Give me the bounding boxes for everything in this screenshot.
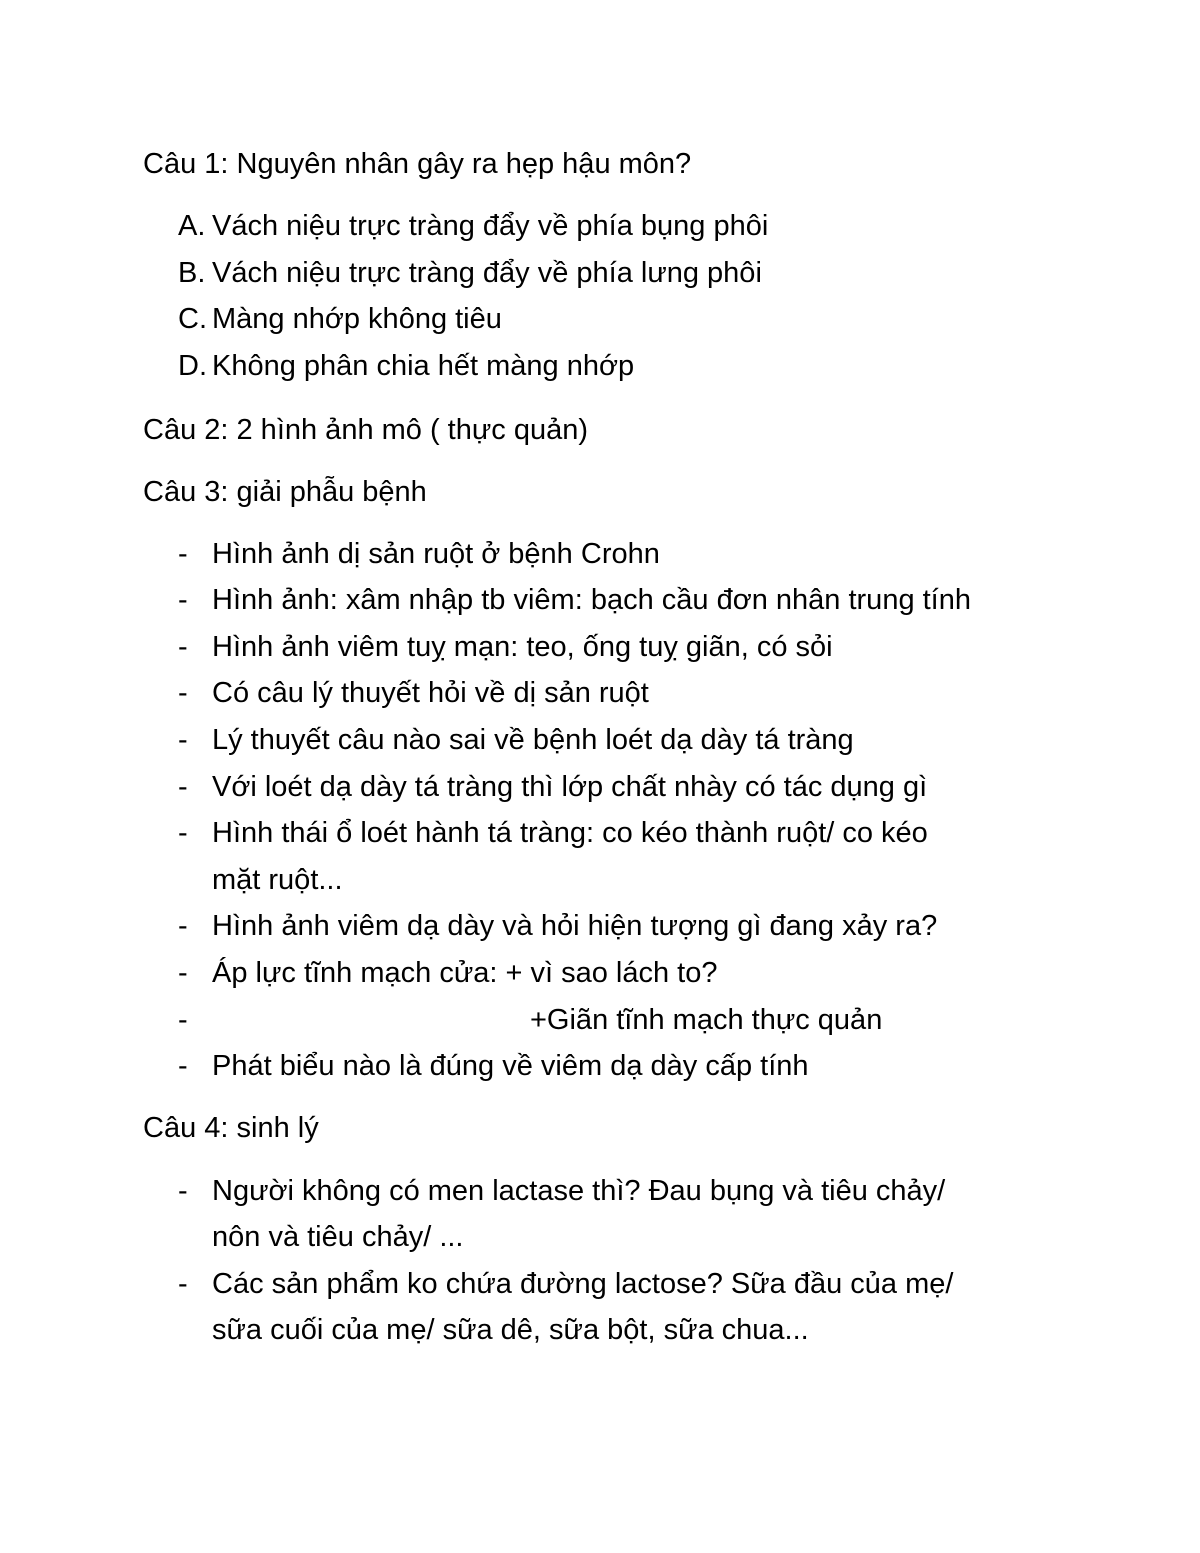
bullet-dash: - [178,1050,188,1082]
q1-option-a [178,208,768,244]
option-text: Không phân chia hết màng nhớp [212,350,635,382]
bullet-dash: - [178,1175,188,1207]
bullet-dash: - [178,771,188,803]
question-4-title: Câu 4: sinh lý [143,1112,319,1144]
q1-option-c [178,301,502,337]
option-letter: D. [178,350,207,382]
bullet-dash: - [178,1004,188,1036]
option-text: Vách niệu trực tràng đẩy về phía lưng phôi [212,257,762,289]
item-text: Người không có men lactase thì? Đau bụng và tiêu chảy/ [212,1175,946,1207]
item-text: Với loét dạ dày tá tràng thì lớp chất nhày có tác dụng gì [212,771,928,803]
option-text: Màng nhớp không tiêu [212,303,502,335]
question-1-title: Câu 1: Nguyên nhân gây ra hẹp hậu môn? [143,148,692,180]
item-text: Phát biểu nào là đúng về viêm dạ dày cấp tính [212,1050,809,1082]
item-text: Hình ảnh viêm dạ dày và hỏi hiện tượng gì đang xảy ra? [212,910,938,942]
question-3-title: Câu 3: giải phẫu bệnh [143,476,427,508]
item-text: Hình ảnh dị sản ruột ở bệnh Crohn [212,538,660,570]
q4-item-2-continuation: sữa cuối của mẹ/ sữa dê, sữa bột, sữa chua... [212,1314,809,1346]
bullet-dash: - [178,584,188,616]
bullet-dash: - [178,538,188,570]
item-text: Các sản phẩm ko chứa đường lactose? Sữa đầu của mẹ/ [212,1268,954,1300]
q1-option-b [178,255,762,291]
q4-item-1-continuation: nôn và tiêu chảy/ ... [212,1221,464,1253]
item-text: Hình ảnh viêm tuỵ mạn: teo, ống tuỵ giãn, có sỏi [212,631,833,663]
bullet-dash: - [178,957,188,989]
bullet-dash: - [178,1268,188,1300]
item-text: Hình thái ổ loét hành tá tràng: co kéo thành ruột/ co kéo [212,817,928,849]
item-text: +Giãn tĩnh mạch thực quản [530,1004,883,1036]
item-text: Hình ảnh: xâm nhập tb viêm: bạch cầu đơn nhân trung tính [212,584,971,616]
bullet-dash: - [178,910,188,942]
option-letter: B. [178,257,206,289]
bullet-dash: - [178,817,188,849]
item-text: Lý thuyết câu nào sai về bệnh loét dạ dày tá tràng [212,724,854,756]
item-text: Áp lực tĩnh mạch cửa: + vì sao lách to? [212,957,718,989]
bullet-dash: - [178,631,188,663]
bullet-dash: - [178,724,188,756]
bullet-dash: - [178,677,188,709]
item-text: Có câu lý thuyết hỏi về dị sản ruột [212,677,649,709]
option-text: Vách niệu trực tràng đẩy về phía bụng phôi [212,210,769,242]
question-2-title: Câu 2: 2 hình ảnh mô ( thực quản) [143,414,589,446]
q3-item-7-continuation: mặt ruột... [212,864,343,896]
option-letter: C. [178,303,207,335]
option-letter: A. [178,210,206,242]
q1-option-d [178,348,634,384]
